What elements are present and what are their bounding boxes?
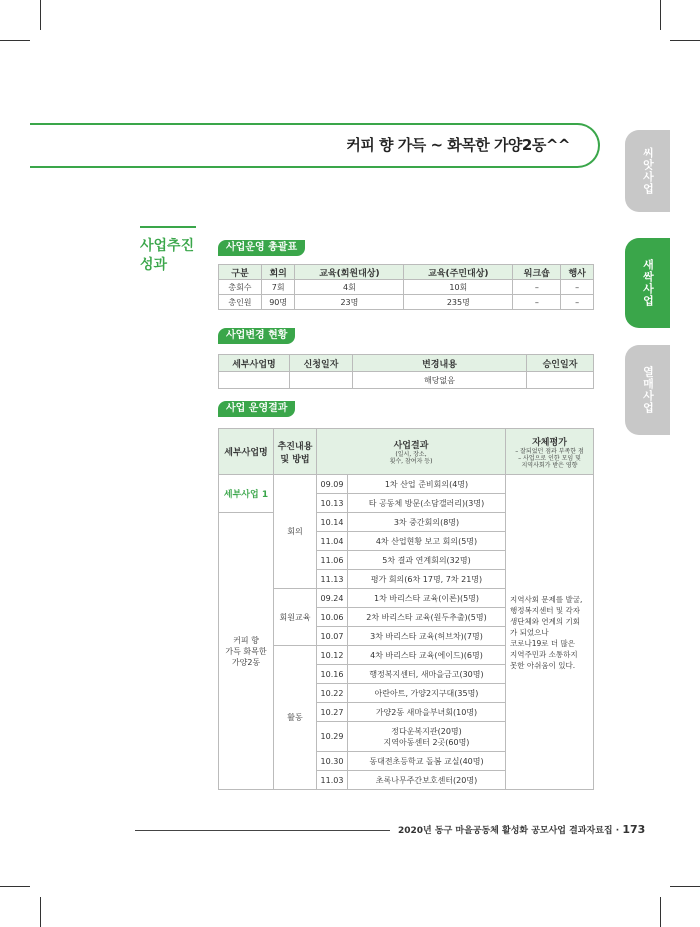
tab-fruit[interactable] [625, 345, 670, 435]
col-header-sub: – 잘되었던 점과 부족한 점 [515, 447, 584, 455]
cell: – [513, 295, 561, 310]
table-row [219, 475, 594, 494]
result-line: 정다운복지관(20명) [391, 726, 462, 736]
col-header: 신청일자 [290, 355, 353, 372]
col-header-text: 및 방법 [280, 454, 310, 465]
results-table [218, 428, 594, 790]
cell: – [513, 280, 561, 295]
footer-separator: · [615, 826, 620, 836]
cell: 235명 [404, 295, 513, 310]
changes-badge: 사업변경 현황 [218, 328, 295, 344]
col-header-text: 자체평가 [532, 437, 567, 448]
cell: – [561, 295, 594, 310]
crop-mark [660, 0, 661, 30]
eval-line: 생단체와 연계의 기회 [510, 616, 580, 626]
date-cell: 11.06 [317, 551, 348, 570]
cell: 10회 [404, 280, 513, 295]
date-cell: 11.04 [317, 532, 348, 551]
project-name-line: 커피 향 [233, 635, 259, 645]
col-header-project [219, 429, 274, 475]
tab-sprout-label: 새싹사업 [641, 259, 655, 307]
col-header-text: 세부사업명 [224, 448, 268, 458]
col-header-sub: (일시, 장소, [395, 451, 427, 458]
result-cell: 4차 바리스타 교육(에이드)(6명) [348, 646, 506, 665]
col-header: 변경내용 [353, 355, 527, 372]
date-cell: 10.14 [317, 513, 348, 532]
group-member-edu: 회원교육 [274, 589, 317, 646]
eval-line: 코로나19로 더 많은 [510, 638, 576, 648]
cell: 23명 [295, 295, 404, 310]
date-cell: 10.13 [317, 494, 348, 513]
cell [290, 372, 353, 389]
cell: 해당없음 [353, 372, 527, 389]
crop-mark [670, 40, 700, 41]
footer [398, 823, 645, 836]
crop-mark [0, 40, 30, 41]
changes-table [218, 354, 594, 389]
section-title-line1: 사업추진 [140, 238, 195, 254]
group-meeting: 회의 [274, 475, 317, 589]
result-cell: 초록나무주간보호센터(20명) [348, 771, 506, 790]
col-header-text: 추진내용 [277, 441, 313, 452]
result-cell [348, 722, 506, 752]
page-title-bar [30, 123, 600, 168]
section-title-line2: 성과 [140, 257, 168, 273]
footer-title: 2020년 동구 마을공동체 활성화 공모사업 결과자료집 [398, 826, 613, 836]
table-row [219, 372, 594, 389]
project-name-line: 가양2동 [231, 657, 261, 667]
date-cell: 10.29 [317, 722, 348, 752]
date-cell: 11.13 [317, 570, 348, 589]
cell: 총인원 [219, 295, 262, 310]
col-header-sub: – 사업으로 인한 모임 및 [518, 454, 581, 462]
col-header: 승인일자 [527, 355, 594, 372]
project-name-cell [219, 513, 274, 790]
col-header: 세부사업명 [219, 355, 290, 372]
result-cell: 1차 산업 준비회의(4명) [348, 475, 506, 494]
result-cell: 1차 바리스타 교육(이론)(5명) [348, 589, 506, 608]
tab-seed[interactable] [625, 130, 670, 212]
cell: 90명 [261, 295, 295, 310]
eval-line: 지역사회 문제를 발굴, [510, 594, 583, 604]
project-1-cell: 세부사업 1 [219, 475, 274, 513]
col-header: 구분 [219, 265, 262, 280]
eval-line: 가 되었으나 [510, 627, 549, 637]
date-cell: 10.12 [317, 646, 348, 665]
tab-fruit-label: 열매사업 [641, 366, 655, 414]
results-badge: 사업 운영결과 [218, 401, 295, 417]
overview-table [218, 264, 594, 310]
crop-mark [660, 897, 661, 927]
page-number: 173 [622, 823, 646, 836]
result-line: 지역아동센터 2곳(60명) [383, 737, 470, 747]
col-header-text: 사업결과 [393, 441, 429, 451]
page-title: 커피 향 가득 ~ 화목한 가양2동^^ [346, 136, 570, 154]
col-header-result [317, 429, 506, 475]
footer-rule [135, 830, 390, 831]
result-cell: 3차 중간회의(8명) [348, 513, 506, 532]
date-cell: 10.07 [317, 627, 348, 646]
crop-mark [670, 886, 700, 887]
cell: – [561, 280, 594, 295]
result-cell: 2차 바리스타 교육(원두추출)(5명) [348, 608, 506, 627]
evaluation-cell [506, 475, 594, 790]
cell [527, 372, 594, 389]
col-header: 회의 [261, 265, 295, 280]
date-cell: 10.06 [317, 608, 348, 627]
eval-line: 못한 아쉬움이 있다. [510, 660, 576, 670]
col-header-sub: 횟수, 참여자 등) [389, 458, 433, 465]
result-cell: 3차 바리스타 교육(허브차)(7명) [348, 627, 506, 646]
col-header: 행사 [561, 265, 594, 280]
table-row [219, 280, 594, 295]
tab-sprout[interactable] [625, 238, 670, 328]
result-cell: 타 공동체 방문(소담갤러리)(3명) [348, 494, 506, 513]
crop-mark [0, 886, 30, 887]
date-cell: 11.03 [317, 771, 348, 790]
date-cell: 09.09 [317, 475, 348, 494]
eval-line: 지역주민과 소통하지 [510, 649, 578, 659]
result-cell: 평가 회의(6차 17명, 7차 21명) [348, 570, 506, 589]
tab-seed-label: 씨앗사업 [641, 147, 655, 195]
date-cell: 10.16 [317, 665, 348, 684]
date-cell: 10.27 [317, 703, 348, 722]
col-header-eval [506, 429, 594, 475]
col-header: 교육(주민대상) [404, 265, 513, 280]
cell [219, 372, 290, 389]
result-cell: 동대전초등학교 돌봄 교실(40명) [348, 752, 506, 771]
result-cell: 아란아트, 가양2지구대(35명) [348, 684, 506, 703]
col-header: 워크숍 [513, 265, 561, 280]
result-cell: 4차 산업현황 보고 회의(5명) [348, 532, 506, 551]
eval-line: 행정복지센터 및 각자 [510, 605, 580, 615]
project-name-line: 가득 화목한 [225, 646, 267, 656]
section-divider [140, 226, 196, 228]
cell: 7회 [261, 280, 295, 295]
col-header-sub: 지역사회가 받은 영향 [521, 461, 578, 469]
group-activity: 활동 [274, 646, 317, 790]
crop-mark [40, 897, 41, 927]
date-cell: 10.22 [317, 684, 348, 703]
result-cell: 가양2동 새마을부녀회(10명) [348, 703, 506, 722]
col-header-method [274, 429, 317, 475]
overview-badge: 사업운영 총괄표 [218, 240, 305, 256]
col-header: 교육(회원대상) [295, 265, 404, 280]
crop-mark [40, 0, 41, 30]
section-title [140, 237, 194, 275]
cell: 4회 [295, 280, 404, 295]
result-cell: 5차 결과 연계회의(32명) [348, 551, 506, 570]
result-cell: 행정복지센터, 새마을금고(30명) [348, 665, 506, 684]
cell: 총회수 [219, 280, 262, 295]
date-cell: 09.24 [317, 589, 348, 608]
date-cell: 10.30 [317, 752, 348, 771]
table-row [219, 295, 594, 310]
